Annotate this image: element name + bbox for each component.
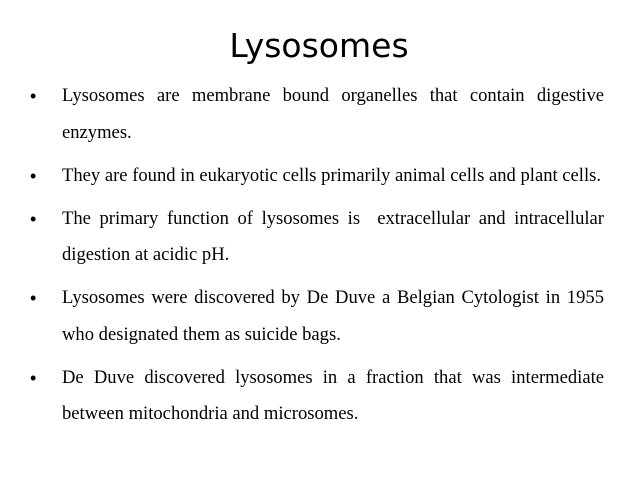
bullet-point-icon: •	[30, 165, 37, 186]
bullet-item	[30, 158, 604, 195]
bullet-text: Lysosomes are membrane bound organelles that contain digestive enzymes.	[62, 85, 604, 143]
bullet-text: De Duve discovered lysosomes in a fraction that was intermediate between mitochondria and microsomes.	[62, 366, 604, 424]
bullet-point-icon: •	[30, 367, 37, 388]
bullet-item	[30, 201, 609, 274]
bullet-text: They are found in eukaryotic cells primarily animal cells and plant cells.	[62, 164, 602, 186]
bullet-point-icon: •	[30, 208, 37, 229]
bullet-item	[30, 280, 604, 353]
bullet-item	[30, 78, 604, 151]
bullet-point-icon: •	[30, 288, 37, 308]
slide-title: Lysosomes	[229, 26, 409, 65]
bullet-text: The primary function of lysosomes is extracellular and intracellular digestion at acidic pH.	[62, 207, 609, 265]
bullet-item	[30, 360, 604, 433]
bullet-text: Lysosomes were discovered by De Duve a Belgian Cytologist in 1955 who designated them as suicide bags.	[62, 287, 604, 345]
bullet-point-icon: •	[30, 86, 37, 106]
bullet-list	[30, 78, 609, 439]
